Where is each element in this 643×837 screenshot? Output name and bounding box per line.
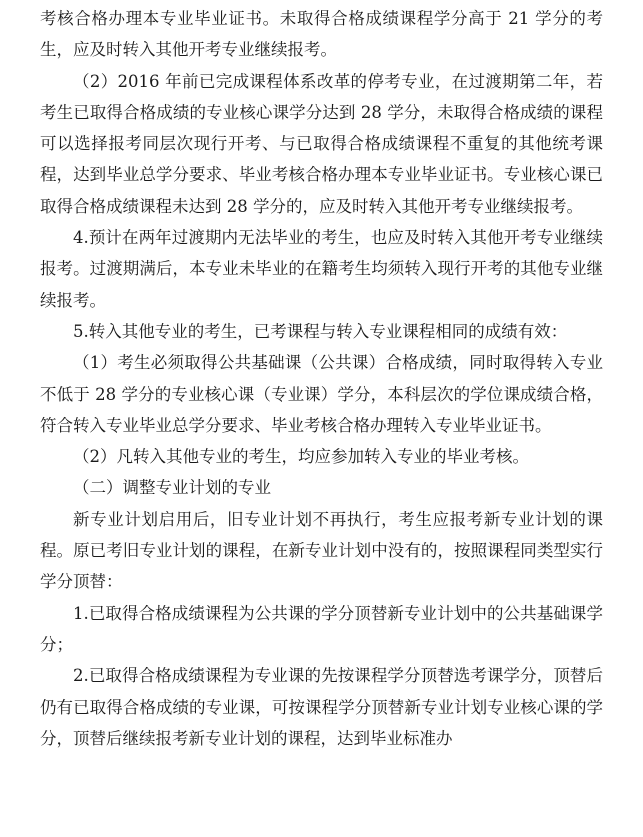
section-heading: （二）调整专业计划的专业 (73, 478, 271, 498)
paragraph-rule-1: 1.已取得合格成绩课程为公共课的学分顶替新专业计划中的公共基础课学分； (40, 603, 603, 654)
paragraph-item-5: 5.转入其他专业的考生，已考课程与转入专业课程相同的成绩有效： (73, 321, 568, 341)
paragraph-continuation: 考核合格办理本专业毕业证书。未取得合格成绩课程学分高于 21 学分的考生，应及时转入其他开考专业继续报考。 (40, 9, 603, 60)
paragraph-item-2-transition: （2）2016 年前已完成课程体系改革的停考专业，在过渡期第二年，若考生已取得合格成绩的专业核心课学分达到 28 学分，未取得合格成绩的课程可以选择报考同层次现行开考、与已取得合格成绩课程不重复的其他统考课程，达到毕业总学分要求、毕业考核合格办理本专业毕业证书。专业核心课已取得合格成绩课程未达到 28 学分的，应及时转入其他开考专业继续报考。 (40, 71, 603, 216)
paragraph-item-4: 4.预计在两年过渡期内无法毕业的考生，也应及时转入其他开考专业继续报考。过渡期满后，本专业未毕业的在籍考生均须转入现行开考的其他专业继续报考。 (40, 228, 603, 310)
paragraph-subitem-2: （2）凡转入其他专业的考生，均应参加转入专业的毕业考核。 (73, 447, 529, 467)
paragraph-subitem-1: （1）考生必须取得公共基础课（公共课）合格成绩，同时取得转入专业不低于 28 学分的专业核心课（专业课）学分，本科层次的学位课成绩合格，符合转入专业毕业总学分要求、毕业考核合格办理转入专业毕业证书。 (40, 353, 603, 435)
paragraph-rule-2: 2.已取得合格成绩课程为专业课的先按课程学分顶替选考课学分，顶替后仍有已取得合格成绩的专业课，可按课程学分顶替新专业计划专业核心课的学分，顶替后继续报考新专业计划的课程，达到毕业标准办 (40, 666, 603, 748)
paragraph-new-plan: 新专业计划启用后，旧专业计划不再执行，考生应报考新专业计划的课程。原已考旧专业计划的课程，在新专业计划中没有的，按照课程同类型实行学分顶替： (40, 509, 603, 592)
